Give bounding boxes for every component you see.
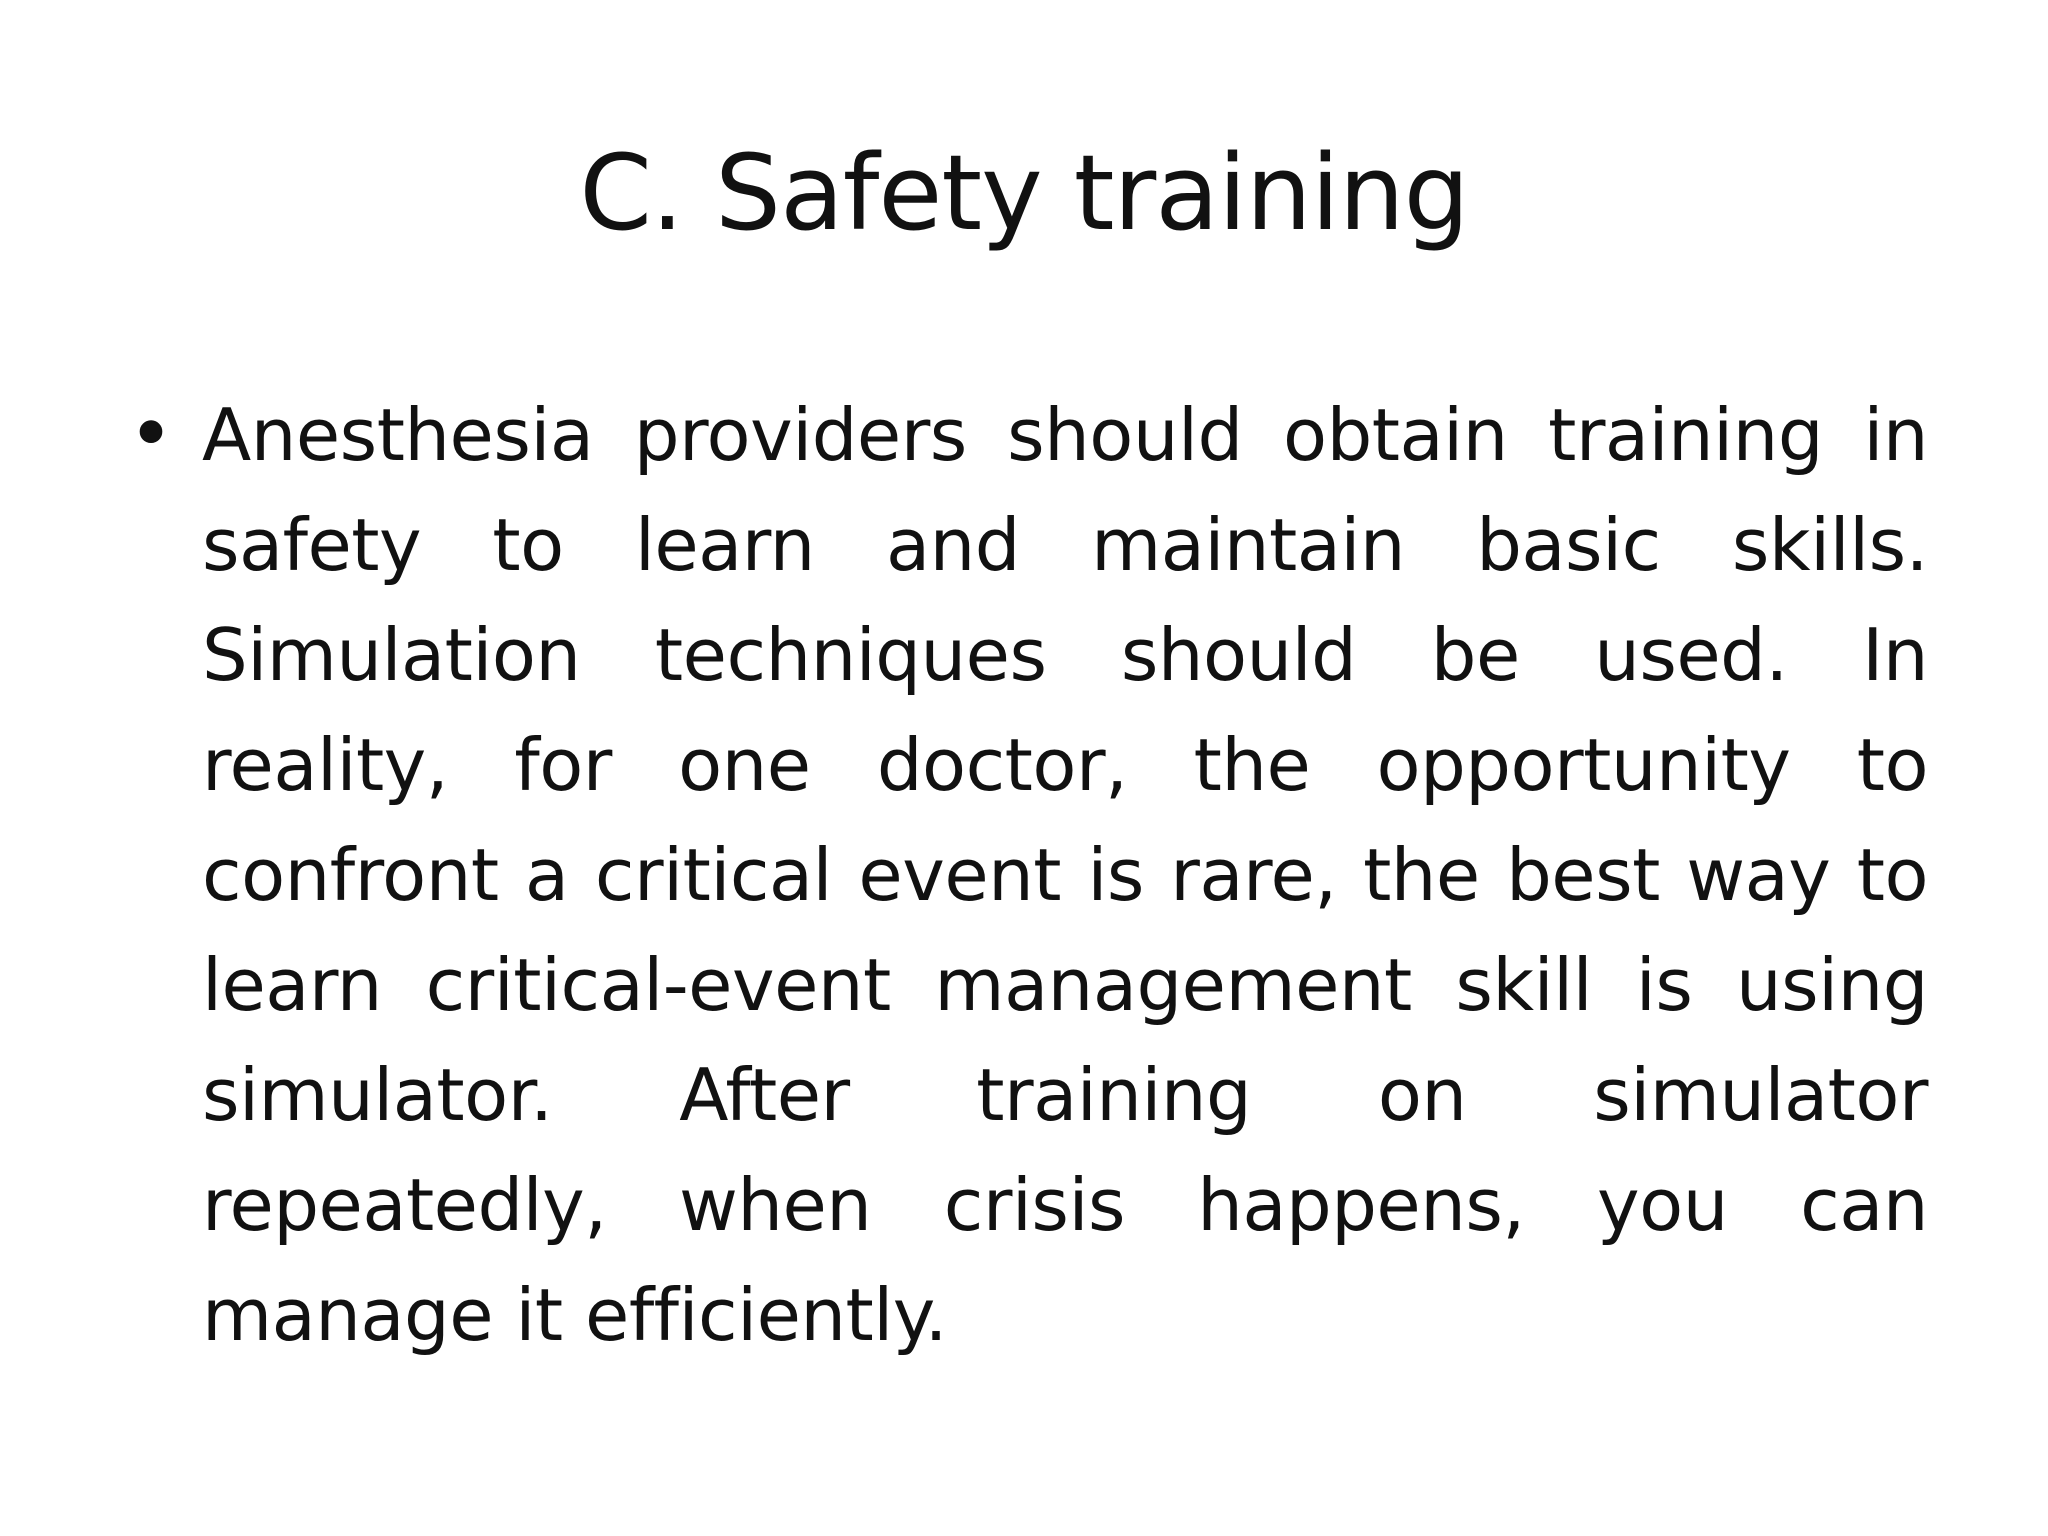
slide-content [128, 380, 1928, 1370]
bullet-text: Anesthesia providers should obtain training in safety to learn and maintain basic skills. Simulation techniques should be used. In reality, for one doctor, the opportunity to confront a critical event is rare, the best way to learn critical-event management skill is using simulator. After training on simulator repeatedly, when crisis happens, you can manage it efficiently. [202, 393, 1928, 1357]
bullet-marker: • [128, 390, 175, 480]
slide-title: C. Safety training [579, 132, 1469, 254]
bullet-item [128, 380, 1928, 1370]
